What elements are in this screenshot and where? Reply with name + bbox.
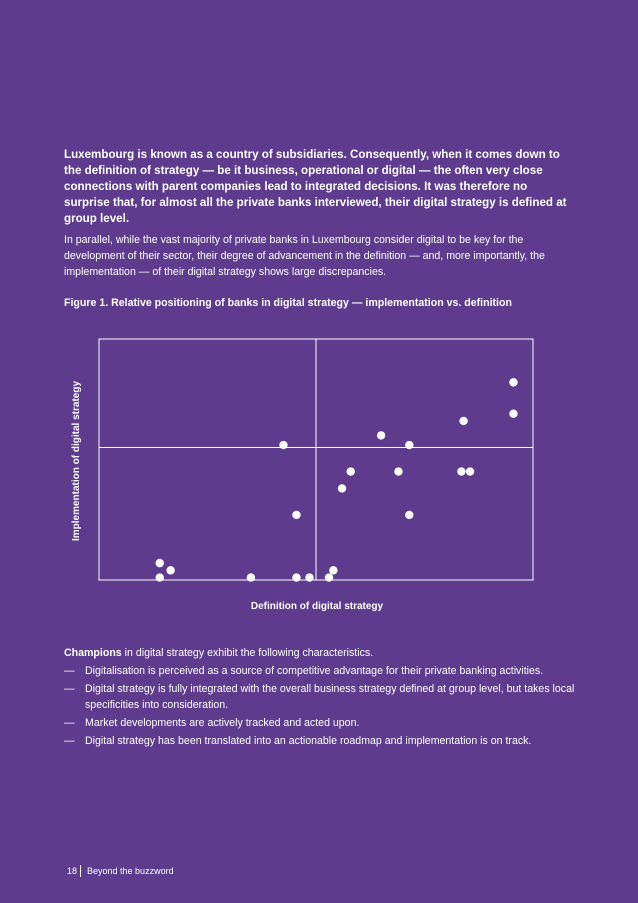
data-point	[156, 559, 164, 567]
data-point	[156, 573, 164, 581]
data-point	[338, 484, 346, 492]
data-point	[247, 573, 255, 581]
dash-bullet: —	[64, 665, 75, 677]
data-point	[394, 467, 402, 475]
data-point	[166, 566, 174, 574]
champions-intro-text: in digital strategy exhibit the following characteristics.	[121, 647, 374, 659]
dash-bullet: —	[64, 683, 75, 695]
list-item-text: Digital strategy has been translated into an actionable roadmap and implementation is on track.	[85, 735, 532, 747]
data-point	[509, 378, 517, 386]
champions-list	[64, 663, 584, 749]
data-point	[292, 511, 300, 519]
data-point	[509, 410, 517, 418]
data-point	[292, 573, 300, 581]
dash-bullet: —	[64, 735, 75, 747]
footer-title: Beyond the buzzword	[87, 866, 174, 876]
scatter-chart	[60, 330, 570, 590]
list-item-text: Digitalisation is perceived as a source of competitive advantage for their private banking activities.	[85, 665, 544, 677]
page-number: 18	[64, 865, 81, 877]
body-paragraph: In parallel, while the vast majority of private banks in Luxembourg consider digital to be key for the development of their sector, their degree of advancement in the definition — and, more importantly, the implementation — of their digital strategy shows large discrepancies.	[64, 234, 545, 278]
data-point	[457, 467, 465, 475]
champions-section	[64, 645, 584, 751]
list-item	[64, 663, 584, 679]
data-point	[329, 566, 337, 574]
list-item-text: Market developments are actively tracked and acted upon.	[85, 717, 360, 729]
y-axis-label: Implementation of digital strategy	[71, 380, 82, 542]
figure-caption: Figure 1. Relative positioning of banks in digital strategy — implementation vs. definition	[64, 297, 512, 309]
data-point	[279, 441, 287, 449]
data-point	[466, 467, 474, 475]
data-point	[347, 467, 355, 475]
intro-paragraph: Luxembourg is known as a country of subsidiaries. Consequently, when it comes down to the definition of strategy — be it business, operational or digital — the often very close connections with parent companies lead to integrated decisions. It was therefore no surprise that, for almost all the private banks interviewed, their digital strategy is defined at group level.	[64, 148, 567, 225]
champions-lead: Champions	[64, 647, 122, 659]
list-item-text: Digital strategy is fully integrated with the overall business strategy defined at group level, but takes local specificities into consideration.	[85, 683, 575, 711]
data-point	[305, 573, 313, 581]
list-item	[64, 715, 584, 731]
data-point	[405, 511, 413, 519]
x-axis-label: Definition of digital strategy	[250, 601, 384, 612]
list-item	[64, 733, 584, 749]
data-point	[459, 417, 467, 425]
list-item	[64, 681, 584, 713]
champions-intro	[64, 645, 584, 661]
data-point	[325, 573, 333, 581]
data-point	[405, 441, 413, 449]
page-footer	[64, 864, 174, 878]
data-point	[377, 431, 385, 439]
dash-bullet: —	[64, 717, 75, 729]
